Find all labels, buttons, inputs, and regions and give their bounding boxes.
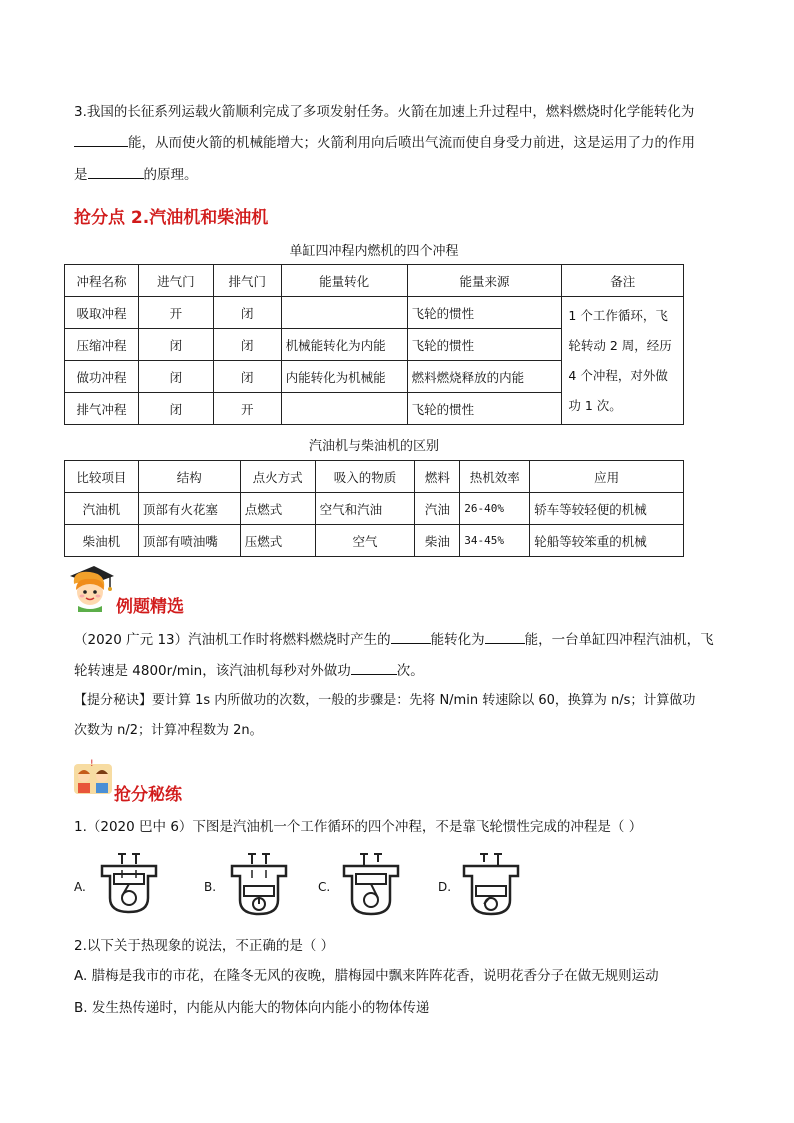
kids-mascot-icon — [72, 758, 114, 798]
table2-caption: 汽油机与柴油机的区别 — [308, 439, 439, 454]
engine-diagram-b[interactable] — [228, 852, 290, 922]
example-text: 能，一台单缸四冲程汽油机，飞 — [524, 632, 714, 648]
example-text: （2020 广元 13）汽油机工作时将燃料燃烧时产生的 — [74, 632, 391, 648]
table2-caption-wrap — [64, 435, 684, 454]
answer-blank[interactable] — [391, 629, 431, 644]
table-cell: 做功冲程 — [65, 361, 139, 393]
example-text: 轮转速是 4800r/min，该汽油机每秒对外做功 — [74, 663, 351, 679]
table-cell: 飞轮的惯性 — [407, 329, 562, 361]
table-cell: 34-45% — [460, 525, 530, 557]
table-cell: 排气冲程 — [65, 393, 139, 425]
table-header-cell: 比较项目 — [65, 461, 139, 493]
table-header-cell: 应用 — [530, 461, 684, 493]
table-cell: 柴油 — [415, 525, 460, 557]
table-row — [65, 297, 684, 329]
table-cell: 空气和汽油 — [315, 493, 415, 525]
engine-diagram-a[interactable] — [98, 852, 160, 920]
q3-line3 — [74, 164, 198, 185]
answer-blank[interactable] — [351, 660, 397, 675]
table-header-cell: 燃料 — [415, 461, 460, 493]
q3-line3-prefix: 是 — [74, 167, 88, 183]
example-text: 次。 — [396, 663, 424, 679]
table-cell: 顶部有火花塞 — [138, 493, 240, 525]
option-label-a[interactable]: A. — [74, 880, 86, 894]
table-cell: 26-40% — [460, 493, 530, 525]
table-cell: 内能转化为机械能 — [281, 361, 407, 393]
table-cell: 空气 — [315, 525, 415, 557]
table-header-cell: 热机效率 — [460, 461, 530, 493]
option-label-b[interactable]: B. — [204, 880, 217, 894]
example-banner: 例题精选 — [116, 597, 184, 617]
table-cell: 轮船等较笨重的机械 — [530, 525, 684, 557]
q2-option-a[interactable]: A. 腊梅是我市的市花，在隆冬无风的夜晚，腊梅园中飘来阵阵花香，说明花香分子在做无规则运动 — [74, 968, 659, 984]
option-label-d[interactable]: D. — [438, 880, 452, 894]
q3-line3-suffix: 的原理。 — [143, 167, 198, 183]
q3-line2-text: 能，从而使火箭的机械能增大；火箭利用向后喷出气流而使自身受力前进，这是运用了力的作用 — [128, 135, 695, 151]
table-header-cell: 冲程名称 — [65, 265, 139, 297]
practice-q1: 1.（2020 巴中 6）下图是汽油机一个工作循环的四个冲程，不是靠飞轮惯性完成的冲程是（ ） — [74, 819, 643, 835]
tip-line2: 次数为 n/2；计算冲程数为 2n。 — [74, 723, 263, 738]
table-cell: 闭 — [213, 297, 281, 329]
table-row — [65, 493, 684, 525]
strokes-table — [64, 264, 684, 425]
section-title: 抢分点 2.汽油机和柴油机 — [74, 208, 269, 228]
option-label-c[interactable]: C. — [318, 880, 331, 894]
table-cell: 闭 — [138, 329, 213, 361]
table-cell: 压缩冲程 — [65, 329, 139, 361]
engine-diagram-d[interactable] — [460, 852, 522, 922]
table-cell: 飞轮的惯性 — [407, 393, 562, 425]
table-cell: 柴油机 — [65, 525, 139, 557]
table-cell: 开 — [213, 393, 281, 425]
table-cell: 机械能转化为内能 — [281, 329, 407, 361]
table-header-row — [65, 265, 684, 297]
example-text: 能转化为 — [430, 632, 485, 648]
note-cell: 1 个工作循环，飞轮转动 2 周，经历 4 个冲程，对外做功 1 次。 — [562, 297, 684, 425]
table-row — [65, 525, 684, 557]
table-cell: 闭 — [138, 361, 213, 393]
table1-caption-wrap — [64, 240, 684, 259]
table-cell: 轿车等较轻便的机械 — [530, 493, 684, 525]
table-header-cell: 点火方式 — [240, 461, 315, 493]
table-header-cell: 结构 — [138, 461, 240, 493]
example-line1 — [74, 629, 714, 650]
table-cell: 开 — [138, 297, 213, 329]
table-header-cell: 备注 — [562, 265, 684, 297]
practice-q2: 2.以下关于热现象的说法，不正确的是（ ） — [74, 938, 335, 954]
engine-comparison-table — [64, 460, 684, 557]
table-header-row — [65, 461, 684, 493]
table-cell: 压燃式 — [240, 525, 315, 557]
table-cell: 汽油 — [415, 493, 460, 525]
table-cell: 汽油机 — [65, 493, 139, 525]
q3-line1: 3.我国的长征系列运载火箭顺利完成了多项发射任务。火箭在加速上升过程中，燃料燃烧时化学能转化为 — [74, 104, 695, 120]
answer-blank[interactable] — [485, 629, 525, 644]
table-cell: 闭 — [213, 361, 281, 393]
table-header-cell: 进气门 — [138, 265, 213, 297]
table-header-cell: 排气门 — [213, 265, 281, 297]
table-cell: 闭 — [138, 393, 213, 425]
table-cell — [281, 297, 407, 329]
q2-option-b[interactable]: B. 发生热传递时，内能从内能大的物体向内能小的物体传递 — [74, 1000, 430, 1016]
table-cell: 点燃式 — [240, 493, 315, 525]
table-header-cell: 能量转化 — [281, 265, 407, 297]
table-cell: 顶部有喷油嘴 — [138, 525, 240, 557]
engine-diagram-c[interactable] — [340, 852, 402, 922]
table-cell: 吸取冲程 — [65, 297, 139, 329]
practice-banner: 抢分秘练 — [114, 785, 182, 805]
example-line2 — [74, 660, 424, 681]
table-header-cell: 吸入的物质 — [315, 461, 415, 493]
answer-blank[interactable] — [74, 132, 128, 147]
table-cell: 飞轮的惯性 — [407, 297, 562, 329]
q3-line2 — [74, 132, 695, 153]
table-cell — [281, 393, 407, 425]
scholar-mascot-icon — [64, 562, 116, 612]
table-cell: 燃料燃烧释放的内能 — [407, 361, 562, 393]
table1-caption: 单缸四冲程内燃机的四个冲程 — [289, 244, 459, 259]
tip-line1: 【提分秘诀】要计算 1s 内所做功的次数，一般的步骤是：先将 N/min 转速除以 60，换算为 n/s；计算做功 — [74, 693, 696, 708]
table-cell: 闭 — [213, 329, 281, 361]
table-header-cell: 能量来源 — [407, 265, 562, 297]
answer-blank[interactable] — [88, 164, 144, 179]
svg-text:!: ! — [90, 759, 94, 769]
